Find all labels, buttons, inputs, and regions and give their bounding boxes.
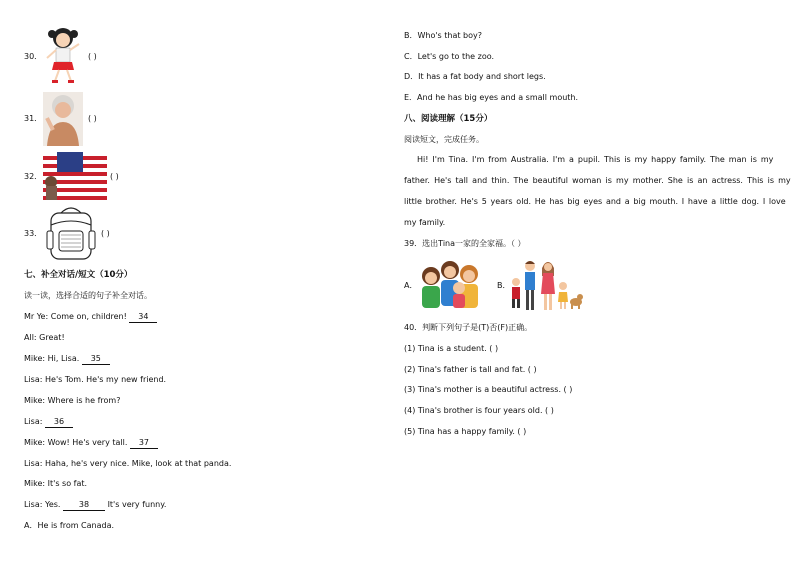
q40-item-3: (3) Tina's mother is a beautiful actress. ( )	[404, 385, 573, 394]
q31-answer-paren: ( )	[88, 114, 97, 123]
option-d: D．It has a fat body and short legs.	[404, 72, 546, 81]
dialogue-line	[24, 396, 120, 406]
dialogue-line-37	[24, 438, 158, 449]
dialogue-line-35	[24, 354, 110, 365]
q32-answer-paren: ( )	[110, 172, 119, 181]
dialogue-text: Haha, he's very nice. Mike, look at that panda.	[45, 459, 232, 468]
dialogue-text: Wow! He's very tall.	[47, 438, 128, 447]
section7-instruction: 读一读，选择合适的句子补全对话。	[24, 291, 152, 300]
section8-heading: 八、阅读理解（15分）	[404, 114, 493, 124]
q39-option-a-label: A．	[404, 281, 418, 290]
q40-item-2: (2) Tina's father is tall and fat. ( )	[404, 365, 537, 374]
option-a: A．He is from Canada.	[24, 521, 115, 530]
dialogue-line	[24, 333, 65, 343]
american-flag-picture	[43, 152, 107, 200]
dialogue-line-36	[24, 417, 73, 428]
q30-number: 30．	[24, 52, 43, 61]
dialogue-speaker: Lisa:	[24, 500, 43, 509]
dialogue-speaker: Lisa:	[24, 375, 43, 384]
option-e: E．And he has big eyes and a small mouth.	[404, 93, 579, 102]
dialogue-text: Great!	[39, 333, 65, 342]
q33-number: 33．	[24, 229, 43, 238]
q32-number: 32．	[24, 172, 43, 181]
option-c: C．Let's go to the zoo.	[404, 52, 495, 61]
dialogue-line	[24, 459, 231, 469]
dialogue-speaker: Mike:	[24, 396, 46, 405]
q39-question: 39．选出Tina一家的全家福。（ ）	[404, 239, 526, 248]
q31-number: 31．	[24, 114, 43, 123]
family-photo-a	[417, 258, 487, 310]
option-b: B．Who's that boy?	[404, 31, 483, 40]
dialogue-line	[24, 479, 87, 489]
answer-blank-35[interactable]: 35	[82, 354, 110, 365]
passage-line-3: little brother. He's 5 years old. He has big eyes and a big mouth. I have a little dog. I love	[404, 197, 786, 206]
dialogue-speaker: Mr Ye:	[24, 312, 49, 321]
dialogue-speaker: Mike:	[24, 438, 46, 447]
passage-line-1: Hi! I'm Tina. I'm from Australia. I'm a pupil. This is my happy family. The man is my	[417, 155, 774, 164]
answer-blank-34[interactable]: 34	[129, 312, 157, 323]
backpack-picture	[45, 205, 97, 263]
dialogue-speaker: Lisa:	[24, 459, 43, 468]
answer-blank-36[interactable]: 36	[45, 417, 73, 428]
passage-line-2: father. He's tall and thin. The beautiful woman is my mother. She is an actress. This is my	[404, 176, 791, 185]
dialogue-line-34	[24, 312, 157, 323]
q30-answer-paren: ( )	[88, 52, 97, 61]
dialogue-line	[24, 375, 166, 385]
dialogue-text-after: It's very funny.	[107, 500, 167, 509]
dialogue-text: Where is he from?	[47, 396, 121, 405]
dialogue-text: He's Tom. He's my new friend.	[45, 375, 167, 384]
dialogue-speaker: Mike:	[24, 479, 46, 488]
dialogue-speaker: All:	[24, 333, 37, 342]
dialogue-speaker: Mike:	[24, 354, 46, 363]
dialogue-speaker: Lisa:	[24, 417, 43, 426]
dialogue-line-38	[24, 500, 166, 511]
q39-option-b-label: B．	[497, 281, 511, 290]
girl-running-picture	[43, 26, 83, 84]
section8-instruction: 阅读短文，完成任务。	[404, 135, 484, 144]
answer-blank-38[interactable]: 38	[63, 500, 105, 511]
dialogue-text: Hi, Lisa.	[47, 354, 80, 363]
q40-item-4: (4) Tina's brother is four years old. ( )	[404, 406, 554, 415]
dialogue-text: It's so fat.	[47, 479, 88, 488]
q40-item-1: (1) Tina is a student. ( )	[404, 344, 499, 353]
answer-blank-37[interactable]: 37	[130, 438, 158, 449]
dialogue-text: Yes.	[45, 500, 61, 509]
q40-item-5: (5) Tina has a happy family. ( )	[404, 427, 527, 436]
q33-answer-paren: ( )	[101, 229, 110, 238]
passage-line-4: my family.	[404, 218, 446, 227]
section7-heading: 七、补全对话/短文（10分）	[24, 270, 133, 280]
q40-question: 40．判断下列句子是(T)否(F)正确。	[404, 323, 533, 332]
family-photo-b	[508, 258, 584, 312]
dialogue-text: Come on, children!	[50, 312, 127, 321]
old-woman-picture	[43, 92, 83, 146]
